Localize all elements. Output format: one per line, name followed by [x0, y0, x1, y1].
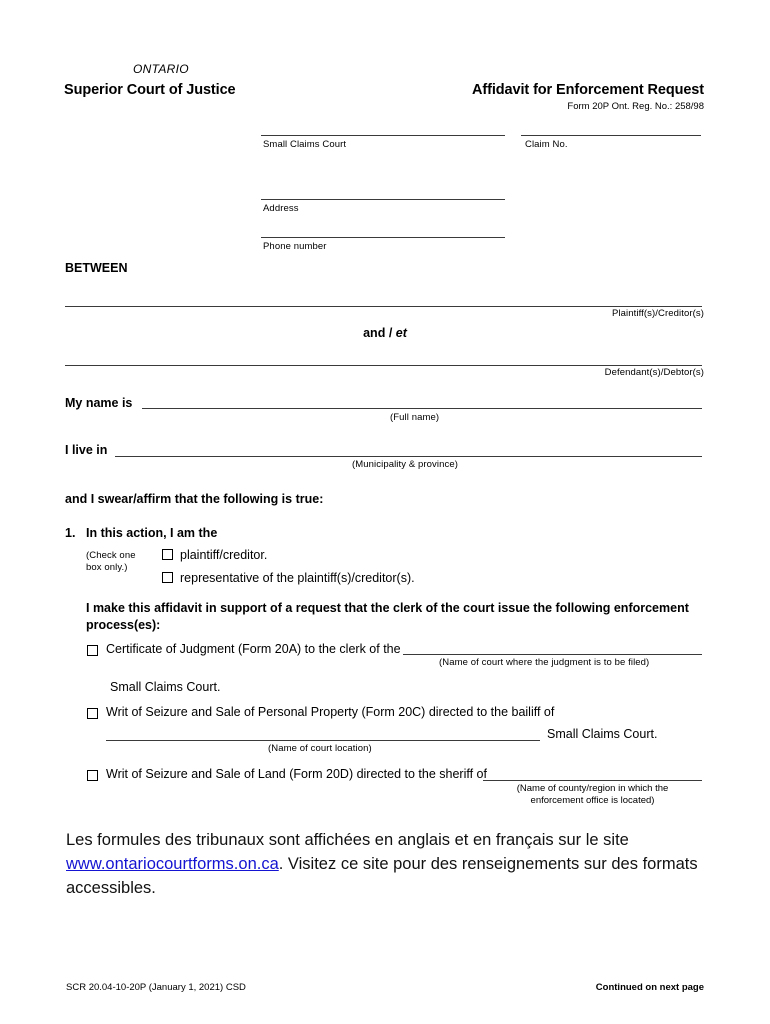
court-location-field-rule[interactable] — [106, 740, 540, 741]
court-of-filing-caption: (Name of court where the judgment is to be filed) — [439, 657, 650, 668]
full-name-field-rule[interactable] — [142, 408, 702, 409]
claim-no-field-caption: Claim No. — [525, 139, 568, 150]
affidavit-support-line1: I make this affidavit in support of a request that the clerk of the court issue the following enforcement — [86, 601, 689, 615]
item1-number: 1. — [65, 526, 76, 540]
phone-field-caption: Phone number — [263, 241, 327, 252]
defendant-field-rule[interactable] — [65, 365, 702, 366]
enforcement-option-b-trailing: Small Claims Court. — [547, 727, 658, 741]
county-region-caption-line1: (Name of county/region in which the — [516, 783, 669, 794]
i-live-in-label: I live in — [65, 443, 108, 457]
address-field-rule[interactable] — [261, 199, 505, 200]
court-name-heading: Superior Court of Justice — [64, 82, 236, 98]
footer-continued-label: Continued on next page — [595, 982, 704, 993]
option-label-plaintiff-creditor: plaintiff/creditor. — [180, 548, 268, 562]
enforcement-option-b-text: Writ of Seizure and Sale of Personal Property (Form 20C) directed to the bailiff of — [106, 705, 555, 719]
and-et-label — [0, 326, 770, 340]
enforcement-option-c-text: Writ of Seizure and Sale of Land (Form 20D) directed to the sheriff of — [106, 767, 487, 781]
checkbox-certificate-of-judgment[interactable] — [87, 645, 98, 656]
form-number-label: Form 20P Ont. Reg. No.: 258/98 — [567, 101, 704, 112]
ontario-court-forms-link[interactable]: www.ontariocourtforms.on.ca — [66, 855, 279, 873]
checkbox-representative[interactable] — [162, 572, 173, 583]
court-location-caption: (Name of court location) — [268, 743, 372, 754]
and-et-separator: / — [385, 326, 396, 340]
footer-form-code: SCR 20.04-10-20P (January 1, 2021) CSD — [66, 982, 246, 993]
phone-field-rule[interactable] — [261, 237, 505, 238]
item1-heading: In this action, I am the — [86, 526, 218, 540]
enforcement-option-a-text: Certificate of Judgment (Form 20A) to the clerk of the — [106, 642, 401, 656]
check-one-hint-line2: box only.) — [86, 562, 128, 573]
checkbox-writ-land[interactable] — [87, 770, 98, 781]
jurisdiction-label: ONTARIO — [133, 62, 189, 76]
court-of-filing-field-rule[interactable] — [403, 654, 702, 655]
form-title-heading: Affidavit for Enforcement Request — [472, 82, 704, 98]
claim-no-field-rule[interactable] — [521, 135, 701, 136]
court-field-caption: Small Claims Court — [263, 139, 347, 150]
municipality-field-rule[interactable] — [115, 456, 702, 457]
between-label: BETWEEN — [65, 261, 128, 275]
address-field-caption: Address — [263, 203, 299, 214]
plaintiff-field-rule[interactable] — [65, 306, 702, 307]
county-region-caption-line2: enforcement office is located) — [530, 795, 655, 806]
enforcement-option-a-trailing: Small Claims Court. — [110, 680, 221, 694]
full-name-caption: (Full name) — [390, 412, 440, 423]
affidavit-support-line2: process(es): — [86, 618, 161, 632]
option-label-representative: representative of the plaintiff(s)/creditor(s). — [180, 571, 415, 585]
french-notice-before-link: Les formules des tribunaux sont affichées en anglais et en français sur le site — [66, 831, 629, 849]
and-word: and — [363, 326, 386, 340]
court-name-field-rule[interactable] — [261, 135, 505, 136]
checkbox-plaintiff-creditor[interactable] — [162, 549, 173, 560]
check-one-hint-line1: (Check one — [86, 550, 136, 561]
defendant-caption: Defendant(s)/Debtor(s) — [604, 367, 704, 378]
french-notice-after-link: . Visitez ce site pour des renseignements sur des formats accessibles. — [66, 855, 698, 897]
et-word: et — [395, 326, 407, 340]
municipality-caption: (Municipality & province) — [352, 459, 458, 470]
swear-affirm-text: and I swear/affirm that the following is true: — [65, 492, 324, 506]
checkbox-writ-personal-property[interactable] — [87, 708, 98, 719]
my-name-is-label: My name is — [65, 396, 133, 410]
plaintiff-caption: Plaintiff(s)/Creditor(s) — [612, 308, 704, 319]
county-region-field-rule[interactable] — [483, 780, 702, 781]
french-accessibility-notice — [66, 828, 706, 900]
